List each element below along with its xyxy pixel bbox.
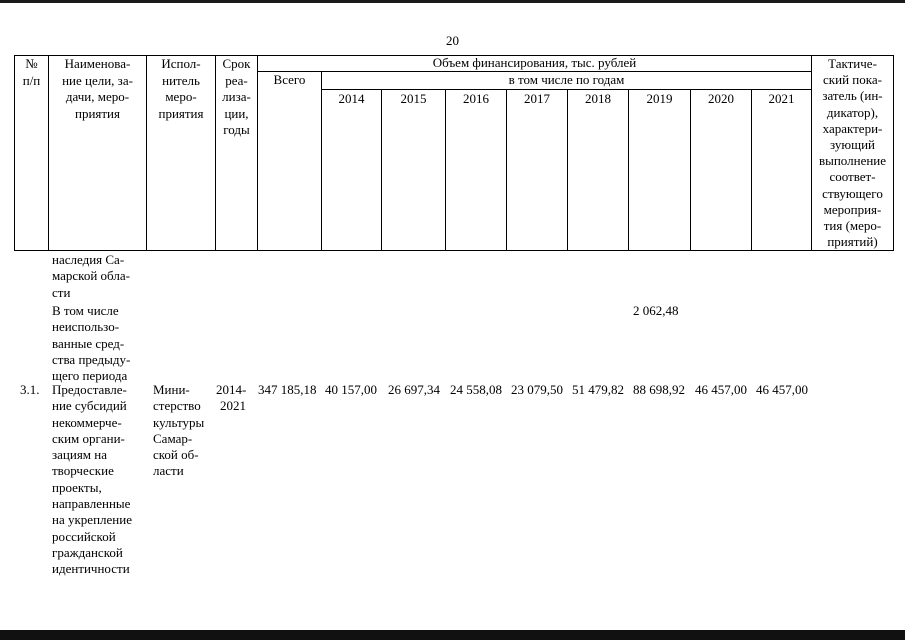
- header-year: 2015: [400, 91, 427, 106]
- item-name: Предоставле- ние субсидий некоммерче- ским органи- зациям на творческие проекты, направленные на укрепление российской гражданской идентичности: [52, 382, 132, 577]
- item-number: 3.1.: [20, 382, 40, 397]
- header-funding-title: Объем финансирования, тыс. рублей: [432, 55, 637, 70]
- header-by-years: в том числе по годам: [508, 72, 625, 87]
- header-year: 2018: [585, 91, 611, 106]
- header-year: 2020: [708, 91, 734, 106]
- continuation-text: наследия Са- марской обла- сти: [52, 252, 130, 300]
- table-header: [14, 55, 894, 251]
- item-executor: Мини- стерство культуры Самар- ской об- ласти: [153, 382, 205, 479]
- header-total: Всего: [273, 72, 306, 87]
- item-value-2020: 46 457,00: [695, 382, 747, 397]
- header-year: 2021: [768, 91, 795, 106]
- header-number: № п/п: [22, 56, 41, 88]
- item-total: 347 185,18: [258, 382, 317, 397]
- unused-funds-label: В том числе неиспользо- ванные сред- ства предыду- щего периода: [52, 303, 131, 384]
- header-year: 2014: [338, 91, 365, 106]
- top-border: [0, 0, 905, 3]
- header-executor: Испол- нитель меро- приятия: [158, 56, 204, 121]
- page-number: 20: [446, 33, 459, 48]
- item-value-2019: 88 698,92: [633, 382, 685, 397]
- header-year: 2016: [463, 91, 489, 106]
- item-value-2017: 23 079,50: [511, 382, 563, 397]
- item-term: 2014- 2021: [216, 382, 247, 414]
- item-value-2014: 40 157,00: [325, 382, 377, 397]
- item-value-2021: 46 457,00: [756, 382, 808, 397]
- header-term: Срок реа- лиза- ции, годы: [222, 56, 251, 137]
- bottom-border: [0, 630, 905, 640]
- header-year: 2017: [524, 91, 550, 106]
- item-value-2018: 51 479,82: [572, 382, 624, 397]
- unused-funds-2019: 2 062,48: [633, 303, 679, 318]
- header-year: 2019: [646, 91, 673, 106]
- header-indicator: Тактиче- ский пока- затель (ин- дикатор), характери- зующий выполнение соответ- ствующего мероприя- тия (меро- приятий): [818, 56, 887, 250]
- header-name: Наименова- ние цели, за- дачи, меро- приятия: [62, 56, 133, 121]
- item-value-2016: 24 558,08: [450, 382, 502, 397]
- item-value-2015: 26 697,34: [388, 382, 440, 397]
